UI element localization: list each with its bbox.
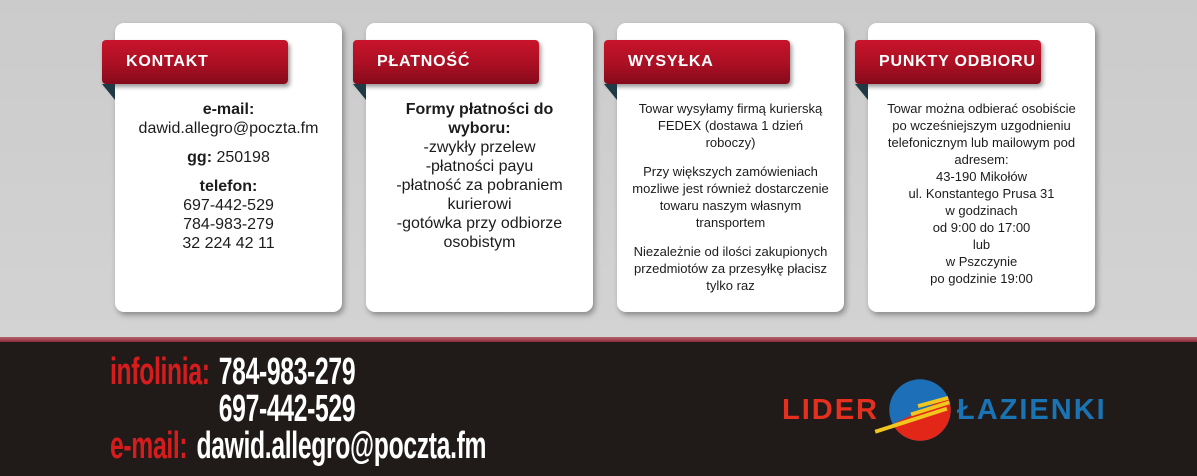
line-gap (617, 151, 844, 163)
lider-lazienki-logo (782, 378, 1107, 442)
email-line (110, 425, 487, 467)
text-line (617, 100, 844, 117)
text-line (617, 134, 844, 151)
text-line (366, 233, 593, 252)
infolinia-line-1 (110, 351, 486, 393)
text-segment: po godzinie 19:00 (930, 271, 1033, 286)
email-value: dawid.allegro@poczta.fm (196, 425, 487, 467)
text-segment: transportem (695, 215, 766, 230)
text-line (868, 117, 1095, 134)
text-segment: ul. Konstantego Prusa 31 (908, 186, 1055, 201)
card-title: WYSYŁKA (628, 53, 714, 70)
text-segment: tylko raz (706, 278, 755, 293)
text-line (868, 270, 1095, 287)
card-title-ribbon (353, 40, 539, 84)
text-segment: osobistym (443, 234, 516, 251)
card-title-ribbon (604, 40, 790, 84)
text-segment: po wcześniejszym uzgodnieniu (892, 118, 1071, 133)
text-segment-bold: telefon: (199, 178, 258, 195)
text-segment: 43-190 Mikołów (935, 169, 1028, 184)
card-body (115, 100, 342, 253)
text-segment: -płatność za pobraniem (396, 177, 563, 194)
text-segment: kurierowi (447, 196, 512, 213)
logo-globe-icon (888, 378, 952, 442)
text-line (115, 234, 342, 253)
footer-contact-block (110, 351, 487, 467)
text-line (115, 119, 342, 138)
infolinia-label: infolinia: (110, 351, 210, 393)
info-cards (115, 23, 1095, 312)
logo-word-lazienki: ŁAZIENKI (957, 393, 1107, 426)
text-segment-bold: Formy płatności do (405, 101, 554, 118)
text-line (366, 138, 593, 157)
line-gap (617, 231, 844, 243)
card-body (617, 100, 844, 294)
logo-word-lider: LIDER (782, 393, 879, 426)
info-card-2 (366, 23, 593, 312)
text-segment: telefonicznym lub mailowym pod (887, 135, 1076, 150)
ribbon-fold-icon (604, 84, 617, 100)
text-line (617, 214, 844, 231)
text-line (115, 177, 342, 196)
text-segment: lub (972, 237, 991, 252)
ribbon-fold-icon (353, 84, 366, 100)
card-title-ribbon (855, 40, 1041, 84)
text-segment: 697-442-529 (183, 197, 274, 214)
text-line (366, 100, 593, 119)
text-segment: 32 224 42 11 (182, 235, 275, 252)
card-title: PŁATNOŚĆ (377, 53, 471, 70)
text-line (868, 185, 1095, 202)
infolinia-phone-1: 784-983-279 (218, 351, 356, 393)
text-segment: przedmiotów za przesyłkę płacisz (634, 261, 827, 276)
text-segment: -płatności payu (425, 158, 534, 175)
text-line (366, 214, 593, 233)
infolinia-line-2 (110, 388, 486, 430)
text-line (868, 100, 1095, 117)
text-line (115, 148, 342, 167)
infolinia-phone-2: 697-442-529 (218, 388, 356, 430)
text-segment: 250198 (212, 149, 270, 166)
text-segment: Niezależnie od ilości zakupionych (633, 244, 828, 259)
text-line (868, 151, 1095, 168)
footer (0, 342, 1197, 476)
text-line (115, 196, 342, 215)
text-line (617, 277, 844, 294)
text-segment: Przy większych zamówieniach (643, 164, 818, 179)
card-body (366, 100, 593, 252)
line-gap (115, 167, 342, 177)
card-title: KONTAKT (126, 53, 209, 70)
text-segment: -gotówka przy odbiorze (396, 215, 563, 232)
info-card-4 (868, 23, 1095, 312)
text-line (366, 157, 593, 176)
text-line (868, 134, 1095, 151)
text-segment: dawid.allegro@poczta.fm (138, 120, 319, 137)
text-segment-bold: wyboru: (448, 120, 511, 137)
text-line (617, 260, 844, 277)
text-segment: roboczy) (705, 135, 756, 150)
text-line (617, 243, 844, 260)
text-segment: w godzinach (945, 203, 1018, 218)
text-line (868, 236, 1095, 253)
text-segment: -zwykły przelew (423, 139, 536, 156)
info-card-3 (617, 23, 844, 312)
text-line (617, 117, 844, 134)
line-gap (115, 138, 342, 148)
text-segment: FEDEX (dostawa 1 dzień (657, 118, 804, 133)
text-line (366, 119, 593, 138)
ribbon-fold-icon (855, 84, 868, 100)
email-label: e-mail: (110, 425, 188, 467)
text-line (366, 176, 593, 195)
text-segment: Towar wysyłamy firmą kurierską (638, 101, 823, 116)
card-title-ribbon (102, 40, 288, 84)
text-line (868, 253, 1095, 270)
text-segment: Towar można odbierać osobiście (887, 101, 1076, 116)
info-card-1 (115, 23, 342, 312)
text-line (868, 168, 1095, 185)
text-segment-bold: gg: (187, 149, 213, 166)
text-segment: 784-983-279 (183, 216, 274, 233)
text-line (617, 197, 844, 214)
text-segment: od 9:00 do 17:00 (932, 220, 1031, 235)
text-line (366, 195, 593, 214)
card-title: PUNKTY ODBIORU (879, 53, 1036, 70)
text-segment: mozliwe jest również dostarczenie (632, 181, 829, 196)
text-segment: adresem: (954, 152, 1009, 167)
text-line (868, 202, 1095, 219)
text-segment-bold: e-mail: (202, 101, 255, 118)
text-segment: w Pszczynie (945, 254, 1018, 269)
text-line (617, 163, 844, 180)
text-segment: towaru naszym własnym (659, 198, 802, 213)
text-line (115, 215, 342, 234)
text-line (115, 100, 342, 119)
text-line (617, 180, 844, 197)
card-body (868, 100, 1095, 287)
ribbon-fold-icon (102, 84, 115, 100)
text-line (868, 219, 1095, 236)
